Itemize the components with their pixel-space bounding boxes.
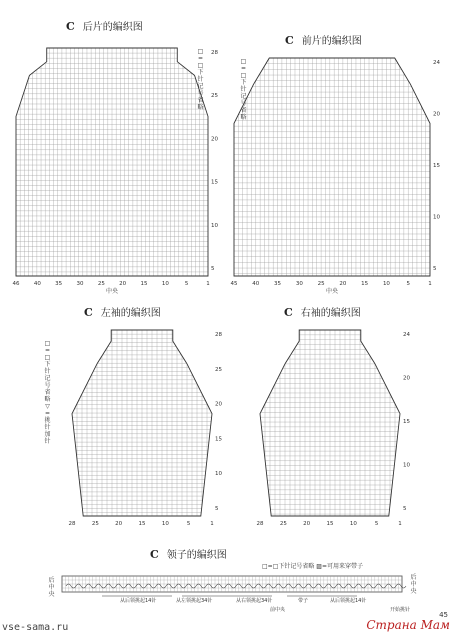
watermark: vse-sama.ru	[2, 622, 69, 633]
right-axis-label: 15	[211, 179, 218, 186]
front-piece-chart	[226, 54, 452, 300]
collar-left-label: 后中央	[48, 577, 55, 598]
bottom-axis-label: 5	[374, 521, 379, 527]
right-axis-label: 5	[433, 266, 437, 272]
collar-chart	[58, 570, 411, 614]
bottom-axis-label: 25	[91, 521, 99, 527]
right-axis-label: 20	[433, 111, 440, 118]
right-axis-label: 5	[403, 506, 407, 512]
bottom-axis-label: 5	[186, 521, 191, 527]
collar-label-7: 开始挑针	[390, 607, 411, 613]
bottom-axis-label: 35	[274, 281, 282, 287]
center-label: 中央	[325, 288, 339, 295]
bottom-axis-label: 25	[97, 281, 105, 287]
collar-grid	[62, 576, 402, 592]
center-label: 中央	[105, 288, 119, 295]
bottom-axis-label: 20	[339, 281, 347, 287]
bottom-axis-label: 1	[210, 521, 214, 527]
left-sleeve-side-legend: □=□下针记号省略 ▽=挑针加针	[44, 340, 51, 445]
collar-legend: □=□下针记号省略 ▨=可用来穿带子	[262, 563, 363, 570]
site-logo: Страна Мам	[366, 618, 450, 632]
bottom-axis-label: 28	[68, 521, 76, 527]
chart-title-right-sleeve: C 右袖的编织图	[284, 306, 361, 319]
right-axis-label: 15	[215, 436, 222, 443]
chart-title-collar: C 领子的编织图	[150, 548, 227, 561]
chart-title-back: C 后片的编织图	[66, 20, 143, 33]
grid-lines	[72, 330, 212, 516]
right-axis-label: 5	[211, 266, 215, 272]
bottom-axis-label: 28	[256, 521, 264, 527]
right-axis-label: 15	[403, 419, 410, 425]
bottom-axis-label: 10	[161, 281, 169, 287]
bottom-axis-label: 5	[184, 281, 189, 287]
bottom-axis-label: 15	[138, 521, 146, 527]
right-axis-label: 25	[215, 366, 222, 373]
collar-label-5: 带子	[298, 598, 309, 604]
right-axis-label: 20	[215, 401, 222, 408]
bottom-axis-label: 15	[140, 281, 148, 287]
bottom-axis-label: 20	[303, 521, 311, 527]
right-axis-label: 20	[211, 136, 218, 143]
right-axis-label: 15	[433, 163, 440, 169]
right-axis-label: 5	[215, 506, 219, 512]
right-axis-label: 10	[215, 471, 222, 478]
right-axis-label: 24	[433, 60, 440, 66]
bottom-axis-label: 30	[295, 281, 303, 287]
back-side-legend: □=□下针记号省略	[197, 48, 204, 111]
right-sleeve-chart	[248, 326, 424, 538]
piece-outline	[234, 58, 430, 276]
bottom-axis-label: 35	[55, 281, 63, 287]
collar-label-4: 从后领挑起14针	[330, 598, 367, 604]
collar-label-6: 前中央	[270, 607, 286, 613]
bottom-axis-label: 1	[206, 281, 210, 287]
bottom-axis-label: 10	[161, 521, 169, 527]
bottom-axis-label: 25	[317, 281, 325, 287]
collar-label-2: 从左领挑起34针	[176, 598, 213, 604]
front-side-legend: □=□下针记号省略	[240, 58, 247, 121]
bottom-axis-label: 45	[230, 281, 238, 287]
collar-label-1: 从后领挑起14针	[120, 598, 157, 604]
bottom-axis-label: 1	[398, 521, 402, 527]
collar-label-3: 从右领挑起34针	[236, 598, 273, 604]
bottom-axis-label: 15	[361, 281, 369, 287]
right-axis-label: 25	[211, 93, 218, 100]
bottom-axis-label: 10	[349, 521, 357, 527]
bottom-axis-label: 1	[428, 281, 432, 287]
bottom-axis-label: 46	[12, 281, 20, 287]
chart-title-left-sleeve: C 左袖的编织图	[84, 306, 161, 319]
collar-eyelet-pattern	[66, 584, 406, 588]
page-number: 45	[439, 611, 448, 619]
grid-lines	[234, 58, 430, 276]
bottom-axis-label: 40	[33, 281, 41, 287]
right-axis-label: 24	[403, 332, 410, 338]
right-axis-label: 10	[211, 222, 218, 229]
collar-right-label: 后中央	[410, 574, 417, 595]
right-axis-label: 28	[215, 332, 222, 338]
grid-lines	[260, 330, 400, 516]
right-axis-label: 10	[403, 462, 410, 469]
right-axis-label: 10	[433, 214, 440, 221]
bottom-axis-label: 5	[406, 281, 410, 287]
bottom-axis-label: 20	[119, 281, 127, 287]
bottom-axis-label: 30	[76, 281, 84, 287]
right-axis-label: 28	[211, 50, 218, 56]
bottom-axis-label: 10	[382, 281, 390, 287]
left-sleeve-chart	[60, 326, 236, 538]
right-axis-label: 20	[403, 375, 410, 382]
grid-lines	[16, 48, 208, 276]
bottom-axis-label: 15	[326, 521, 334, 527]
bottom-axis-label: 25	[279, 521, 287, 527]
bottom-axis-label: 20	[115, 521, 123, 527]
chart-title-front: C 前片的编织图	[285, 34, 362, 47]
bottom-axis-label: 40	[252, 281, 260, 287]
